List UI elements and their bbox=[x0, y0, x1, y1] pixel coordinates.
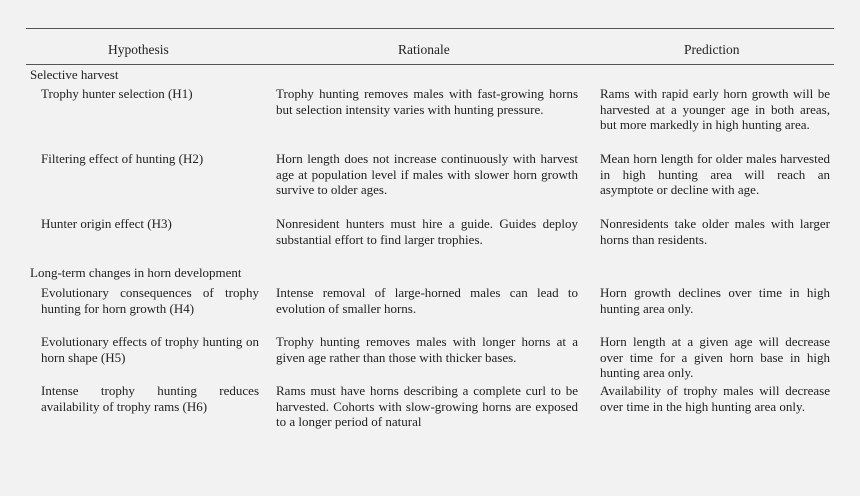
hypothesis-cell: Hunter origin effect (H3) bbox=[41, 216, 172, 231]
hypothesis-cell: Evolutionary consequences of trophy hunting for horn growth (H4) bbox=[41, 285, 259, 316]
header-rationale: Rationale bbox=[398, 42, 450, 57]
section-title: Long-term changes in horn development bbox=[30, 265, 242, 280]
prediction-cell: Horn length at a given age will decrease over time for a given horn base in high hunting area only. bbox=[600, 334, 830, 380]
rationale-cell: Nonresident hunters must hire a guide. Guides deploy substantial effort to find larger trophies. bbox=[276, 216, 578, 247]
prediction-cell: Horn growth declines over time in high hunting area only. bbox=[600, 285, 830, 316]
header-prediction: Prediction bbox=[684, 42, 740, 57]
rationale-cell: Horn length does not increase continuously with harvest age at population level if males with slower horn growth survive to older ages. bbox=[276, 151, 578, 197]
rationale-cell: Trophy hunting removes males with fast-growing horns but selection intensity varies with hunting pressure. bbox=[276, 86, 578, 117]
prediction-cell: Mean horn length for older males harvested in high hunting area will reach an asymptote or decline with age. bbox=[600, 151, 830, 197]
section-title: Selective harvest bbox=[30, 67, 119, 82]
prediction-cell: Rams with rapid early horn growth will be harvested at a younger age in both areas, but more markedly in high hunting area. bbox=[600, 86, 830, 132]
rationale-cell: Rams must have horns describing a complete curl to be harvested. Cohorts with slow-growing horns are exposed to a longer period of natural bbox=[276, 383, 578, 429]
hypothesis-cell: Filtering effect of hunting (H2) bbox=[41, 151, 204, 166]
hypothesis-cell: Intense trophy hunting reduces availability of trophy rams (H6) bbox=[41, 383, 259, 414]
prediction-cell: Availability of trophy males will decrease over time in the high hunting area only. bbox=[600, 383, 830, 414]
header-hypothesis: Hypothesis bbox=[108, 42, 169, 57]
hypothesis-cell: Trophy hunter selection (H1) bbox=[41, 86, 193, 101]
table-top-rule bbox=[26, 28, 834, 29]
table-header-rule bbox=[26, 64, 834, 65]
rationale-cell: Intense removal of large-horned males can lead to evolution of smaller horns. bbox=[276, 285, 578, 316]
hypothesis-cell: Evolutionary effects of trophy hunting on horn shape (H5) bbox=[41, 334, 259, 365]
prediction-cell: Nonresidents take older males with larger horns than residents. bbox=[600, 216, 830, 247]
rationale-cell: Trophy hunting removes males with longer horns at a given age rather than those with thicker bases. bbox=[276, 334, 578, 365]
